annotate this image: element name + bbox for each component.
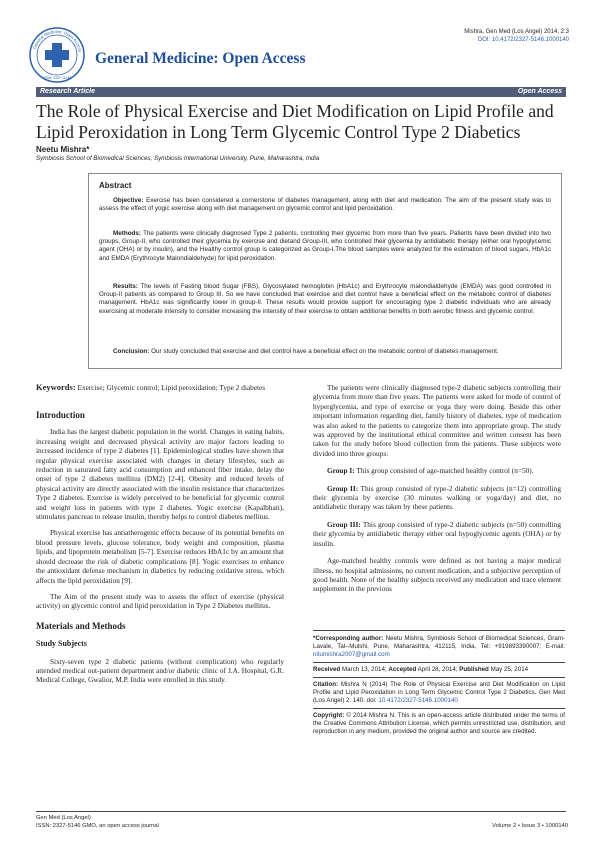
study-subjects-heading: Study Subjects [36, 639, 87, 649]
left-column [36, 411, 284, 685]
group-3-text: This group consisted of type-2 diabetic subjects (n=50) controlling their glycemia by antidiabetic therapy either oral hypoglycemic agents (OHA) or by insulin. [313, 519, 561, 548]
received-label: Received [313, 666, 341, 673]
conclusion-text: Our study concluded that exercise and diet control have a beneficial effect on the metabolic control of diabetes management. [151, 348, 499, 355]
intro-paragraph-1: India has the largest diabetic population in the world. Changes in eating habits, increasing weight and decreased physical activity are major factors leading to increased incidence of type 2 diabetes [1]. Epidemiological studies have shown that regular physical exercise associated with changes in dietary lifestyles, such as reduction in saturated fatty acid consumption and enhanced fiber intake, delay the onset of type 2 diabetes mellitus (DM2) [2-4]. Obesity and reduced levels of physical activity are directly associated with the insulin resistance that characterizes Type 2 diabetes. Exercise is widely perceived to be beneficial for glycemic control and weight loss in patients with type 2 diabetes. Yogic exercise (Kapalbhati), stimulates pancreas to release insulin, thereby helps to control diabetes mellitus. [36, 427, 284, 522]
corr-label: *Corresponding author: [313, 635, 384, 642]
footnote-rule-3 [313, 708, 565, 709]
abstract-results [99, 283, 551, 316]
citation-doi-link[interactable]: 10.4172/2327-5146.1000140 [378, 697, 458, 704]
citation-label: Citation: [313, 681, 339, 688]
right-column [313, 383, 561, 594]
intro-paragraph-3: The Aim of the present study was to assess the effect of exercise (physical activity) on glycemic control and lipid peroxidation in Type 2 Diabetes mellitus. [36, 591, 284, 611]
keywords-label: Keywords: [36, 382, 76, 392]
affiliation: Symbiosis School of Biomedical Sciences, Symbiosis International University, Pune, Maharashtra, India [36, 155, 320, 162]
logo-text: General Medicine: Open Access [31, 28, 83, 53]
keywords [36, 383, 284, 392]
conclusion-label: Conclusion: [113, 348, 150, 355]
banner-open-access: Open Access [517, 88, 562, 95]
footer-journal-name: Gen Med (Los Angel) [36, 815, 91, 821]
logo-issn: ISSN: 2327-5146 [42, 76, 72, 80]
footer-volume: Volume 2 • Issue 3 • 1000140 [492, 823, 568, 829]
received-date: March 13, 2014; [341, 666, 387, 673]
right-paragraph-2: Age-matched healthy controls were defined as not having a major medical illness, no hospital admissions, no current medication, and a subjective perception of good health. None of the healthy subjects received any medication and trace element supplement in the previous [313, 556, 561, 594]
journal-logo [27, 25, 87, 85]
keywords-text: Exercise; Glycemic control; Lipid peroxidation; Type 2 diabetes [77, 383, 266, 392]
citation-text: Mishra N (2014) The Role of Physical Exercise and Diet Modification on Lipid Profile and Lipid Peroxidation in Long Term Glycemic Control Type 2 Diabetics. Gen Med (Los Angel) 2: 140. doi: [313, 681, 565, 704]
footnote-rule-2 [313, 677, 565, 678]
abstract-box [88, 173, 562, 369]
group-2 [313, 484, 561, 512]
accepted-date: April 28, 2014; [417, 666, 458, 673]
banner-research-article: Research Article [40, 88, 95, 95]
group-1-text: This group consisted of age-matched healthy control (n=50). [356, 466, 534, 476]
methods-text: The patients were clinically diagnosed Type 2 patients, controlling their glycemic from more than five years. Patients have been divided into two groups, Group-II, who controlled their glycemia by exercise and dietand Group-III, who controlled their glycemia by antidiabetic therapy (either oral hypoglycemic agent (OHA) or by insulin), and the Healthy control group is categorized as Group-I.The blood samples were analyzed for the estimation of blood sugars, HbA1c and EMDA (Erythrocyte Malondialdehyde) for lipid peroxidation. [99, 230, 551, 262]
dates-line [313, 666, 565, 674]
footnote-rule-1 [313, 662, 565, 663]
methods-heading: Materials and Methods [36, 620, 126, 631]
journal-title: General Medicine: Open Access [95, 50, 306, 67]
group-3 [313, 520, 561, 548]
copyright-label: Copyright: [313, 712, 345, 719]
accepted-label: Accepted [388, 666, 417, 673]
header-citation-text: Mishra, Gen Med (Los Angel) 2014, 2:3 [464, 29, 569, 35]
group-1-label: Group I: [327, 466, 355, 476]
corr-text: Neetu Mishra, Symbiosis School of Biomedical Sciences, Gram- Lavale, Tal--Mulshi, Pune, Maharashtra, 412115, India, Tel: +919893390007; E-mail: [313, 635, 565, 650]
author: Neetu Mishra* [36, 145, 90, 154]
objective-label: Objective: [113, 197, 144, 204]
methods-label: Methods: [113, 230, 141, 237]
copyright-block [313, 712, 565, 736]
footnote-box [313, 635, 565, 736]
group-2-text: This group consisted of type-2 diabetic subjects (n=12) controlling their glycemia by exercise (30 minutes walking or yoga/day) and diet, no antidiabetic therapy was taken by these patients. [313, 483, 561, 512]
abstract-heading: Abstract [99, 181, 132, 190]
group-2-label: Group II: [327, 483, 359, 493]
abstract-objective [99, 197, 551, 213]
intro-paragraph-2: Physical exercise has antiatherogenic effects because of its potential benefits on blood pressure levels, glucose tolerance, body weight and composition, plasma lipids, and lipoprotein metabolism [5-7]. Exercise reduces HbA1c by an amount that should decrease the risk of diabetic complications [8]. Yogic exercises to enhance the antioxidant defense mechanism in diabetics by reducing oxidative stress, which affects the lipid peroxidation [9]. [36, 528, 284, 585]
results-text: The levels of Fasting blood Sugar (FBS), Glycosylated hemoglobin (HbA1c) and Erythrocyte malondialdehyde (EMDA) was good controlled in Group-II patients as compared to Group III. So we have concluded that exercise and diet control have a beneficial effect on the metabolic control of diabetes management. HbA1c was significantly lower in group-II. These results would provide support for encouraging type 2 diabetic individuals who are already exercising at moderate intensity to consider increasing the intensity of their exercise to obtain additional benefits in both aerobic fitness and glycemic control. [99, 283, 551, 315]
footer-divider [36, 811, 566, 812]
email-link[interactable]: nitumishra2007@gmail.com [313, 651, 390, 658]
footer-issn: ISSN: 2327-5146 GMO, an open access journal [36, 822, 159, 829]
results-label: Results: [113, 283, 138, 290]
copyright-text: © 2014 Mishra N. This is an open-access article distributed under the terms of the Creative Commons Attribution License, which permits unrestricted use, distribution, and reproduction in any medium, provided the original author and source are credited. [313, 712, 565, 735]
header-citation [464, 28, 569, 44]
right-paragraph-1: The patients were clinically diagnosed type-2 diabetic subjects controlling their glycemia from more than five years. The patients were asked for mode of control of hyperglycemia, and type of exercise or yoga they were doing. Beside this other important information regarding diet, family history of diabetes, type of medication was also asked to the patients to categorize them into appropriate group. The study was approved by the institutional ethical committee and written consent has been taken for the study before blood collection from the patients. These subjects were divided into three groups: [313, 383, 561, 458]
group-3-label: Group III: [327, 519, 361, 529]
citation-block [313, 681, 565, 705]
header-doi-link[interactable]: DOI: 10.4172/2327-5146.1000140 [477, 37, 569, 43]
corresponding-author [313, 635, 565, 659]
published-label: Published [459, 666, 489, 673]
footer-journal [36, 815, 159, 830]
objective-text: Exercise has been considered a cornerstone of diabetes management, along with diet and medication. The aim of the present study was to assess the effect of yogic exercise along with diet management on glycemic control and lipid peroxidation. [99, 197, 551, 213]
abstract-conclusion [99, 348, 551, 356]
article-type-banner [36, 87, 566, 97]
published-date: May 25, 2014 [490, 666, 529, 673]
introduction-heading: Introduction [36, 410, 85, 420]
abstract-methods [99, 230, 551, 263]
footnote-divider [313, 630, 565, 631]
subjects-paragraph: Sixty-seven type 2 diabetic patients (without complication) who regularly attended medical out-patient department and/or diabetic clinic of J.A. Hospital, G.R. Medical College, Gwalior, M.P. India were enrolled in this study. [36, 656, 284, 685]
group-1 [313, 466, 561, 475]
article-title: The Role of Physical Exercise and Diet Modification on Lipid Profile and Lipid Peroxidation in Long Term Glycemic Control Type 2 Diabetics [36, 101, 554, 142]
